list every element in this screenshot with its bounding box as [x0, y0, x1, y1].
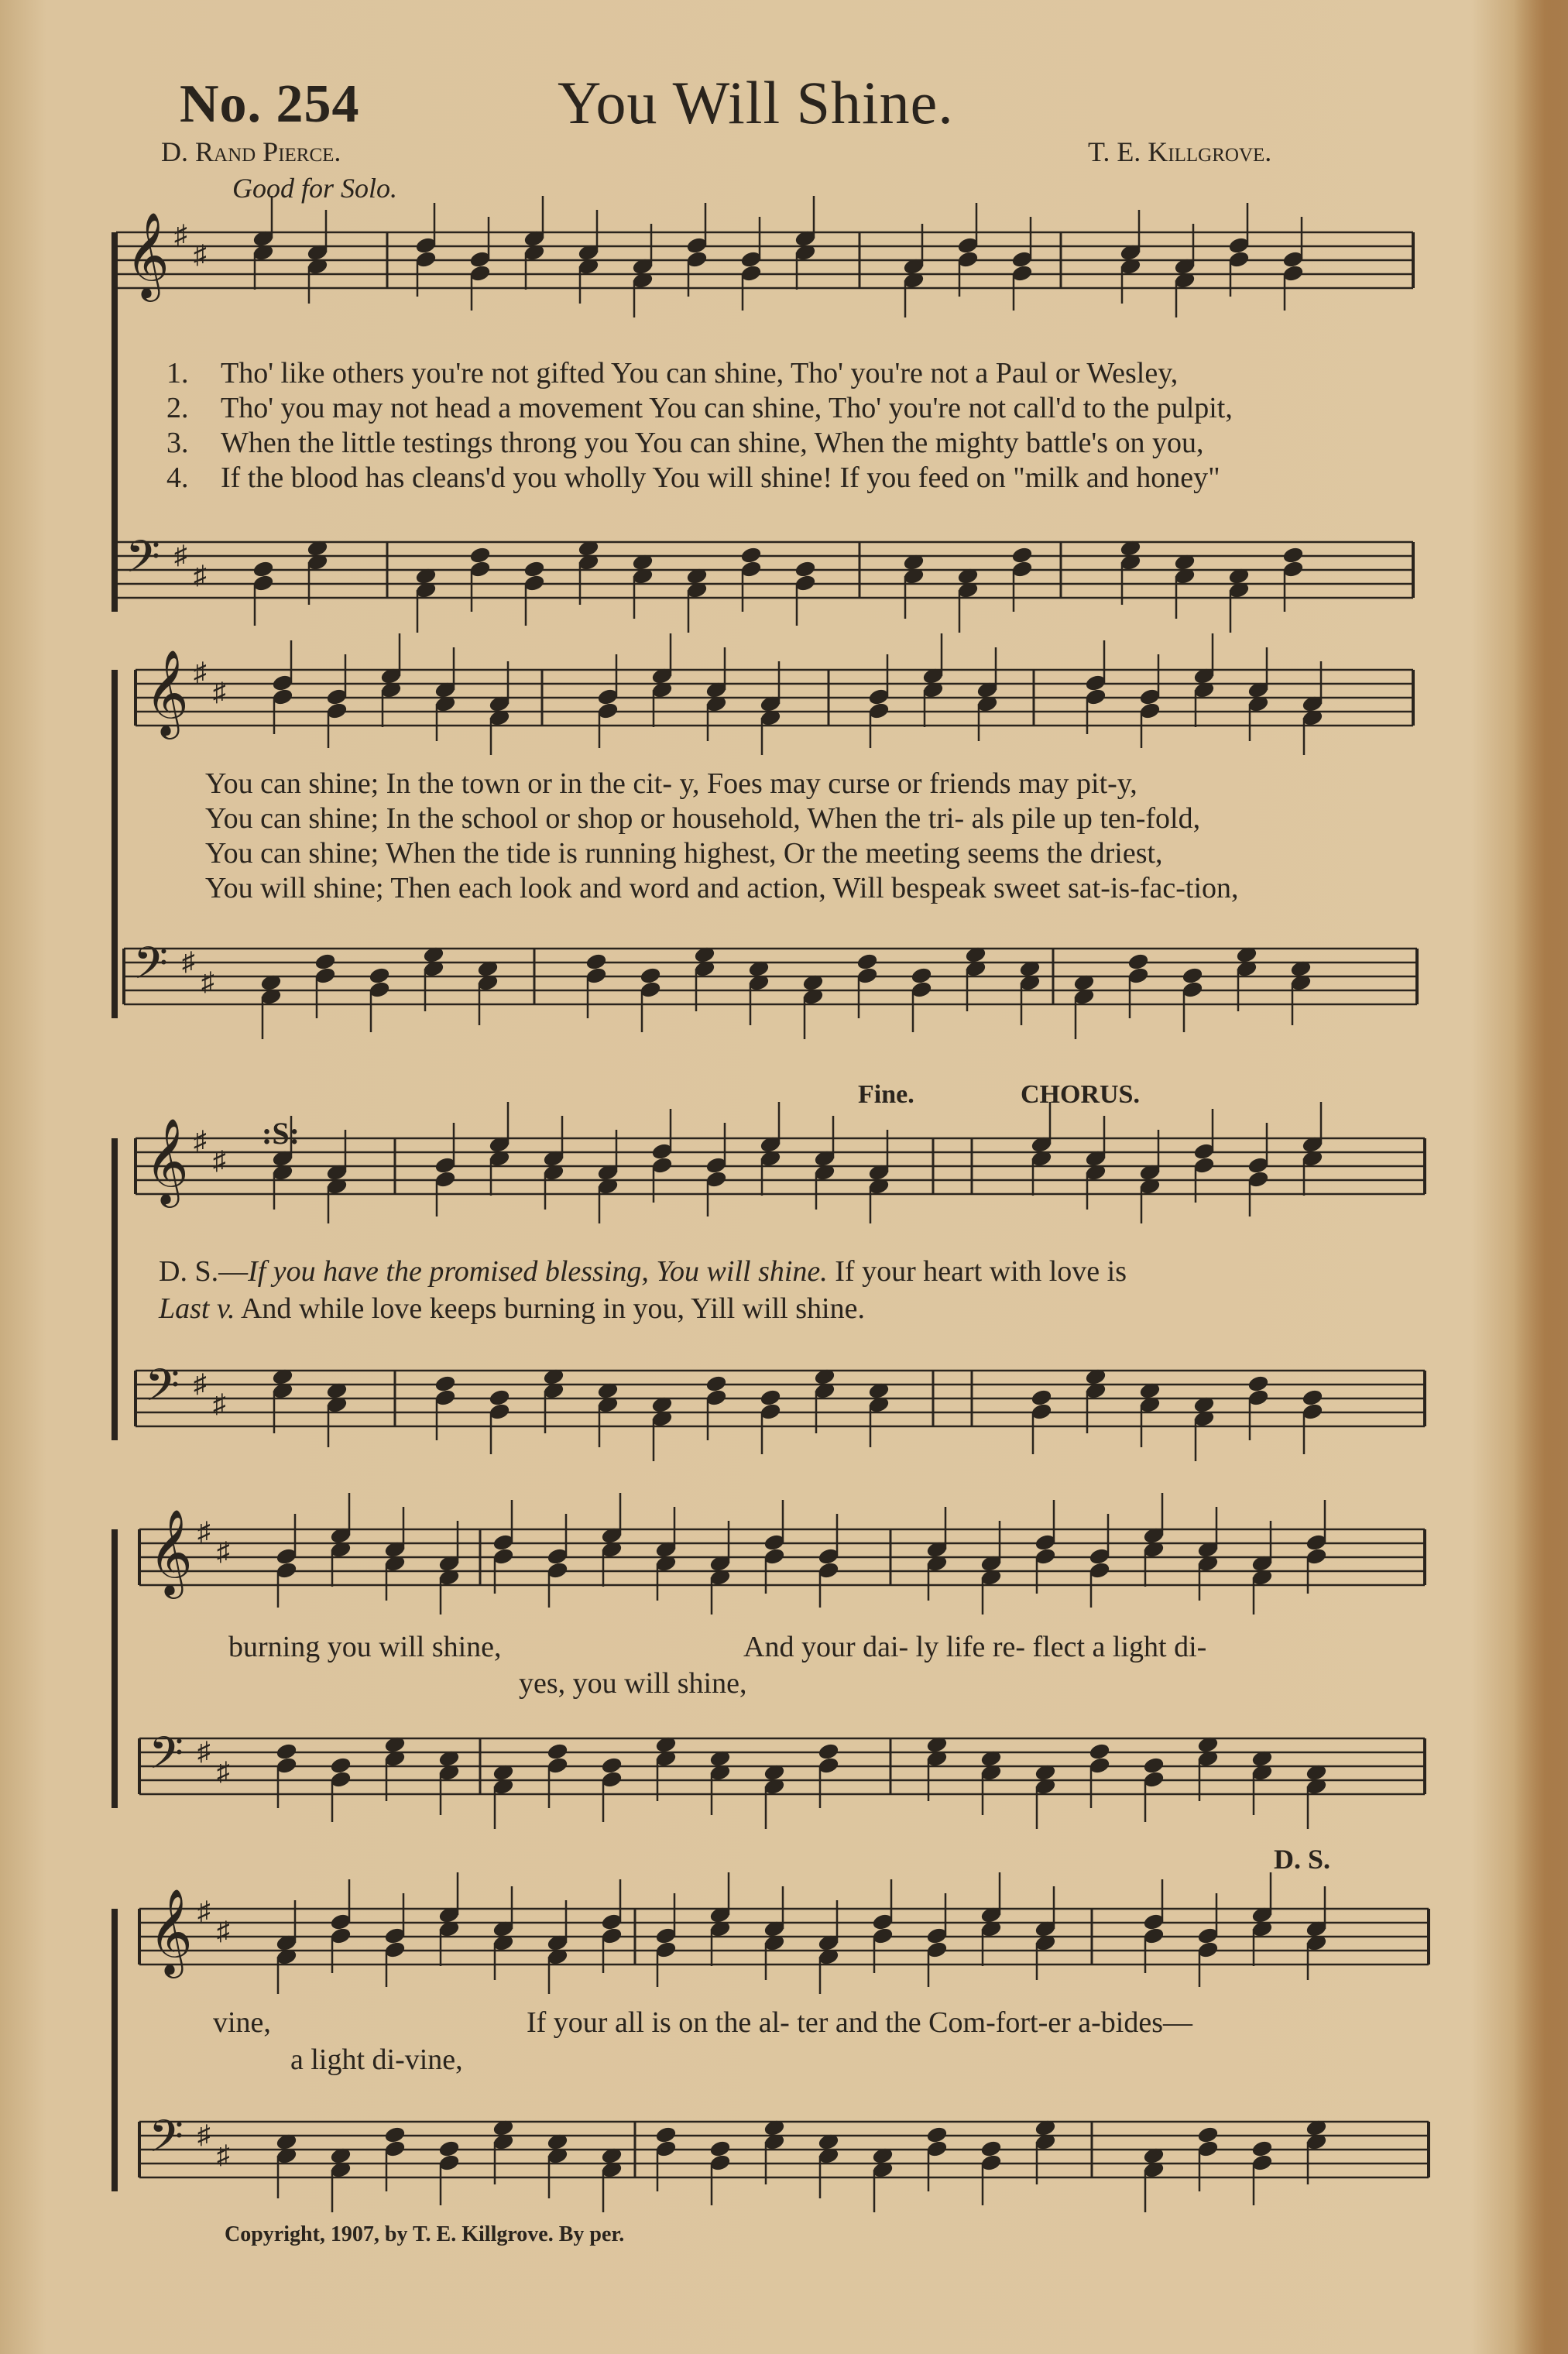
sharp-icon: ♯	[213, 678, 226, 707]
sharp-icon: ♯	[174, 541, 187, 570]
lyric-line: yes, you will shine,	[519, 1667, 747, 1700]
verse-number: 1.	[166, 357, 189, 389]
verse-line: You can shine; When the tide is running highest, Or the meeting seems the driest,	[205, 837, 1163, 870]
segno-sign: :S:	[262, 1116, 300, 1151]
verse-number: 2.	[166, 392, 189, 424]
note-head	[760, 1388, 781, 1406]
note-head	[276, 1742, 297, 1760]
note-head	[856, 952, 878, 970]
ds-text: If you have the promised blessing, You will shine.	[248, 1255, 828, 1288]
note-head	[980, 2140, 1002, 2157]
note-head	[489, 1388, 510, 1406]
performance-note: Good for Solo.	[232, 173, 398, 204]
treble-clef-icon: 𝄞	[145, 649, 189, 736]
hymn-number: No. 254	[180, 74, 360, 134]
note-head	[926, 2126, 948, 2143]
ds-label: D. S.—	[159, 1255, 249, 1288]
sharp-icon: ♯	[213, 1147, 226, 1175]
note-head	[1182, 966, 1203, 984]
sharp-icon: ♯	[197, 2121, 211, 2150]
note-head	[1247, 1374, 1269, 1392]
note-head	[547, 1742, 568, 1760]
fine-marker: Fine.	[858, 1080, 914, 1109]
verse-line	[166, 356, 1178, 390]
note-head	[705, 1374, 727, 1392]
verse-text: Tho' like others you're not gifted You can shine, Tho' you're not a Paul or Wesley,	[221, 357, 1179, 389]
composer-credit: T. E. Killgrove.	[1088, 136, 1272, 167]
last-verse-line	[159, 1292, 865, 1326]
note-head	[1143, 1756, 1165, 1774]
sharp-icon: ♯	[182, 948, 195, 976]
note-head	[1031, 1388, 1052, 1406]
note-head	[1302, 1388, 1323, 1406]
note-head	[314, 952, 336, 970]
lyric-line: burning you will shine,	[228, 1631, 502, 1663]
note-head	[585, 952, 607, 970]
bass-clef-icon: 𝄢	[125, 530, 161, 594]
sharp-icon: ♯	[217, 1758, 230, 1786]
sharp-icon: ♯	[217, 2141, 230, 2170]
verse-line	[166, 426, 1204, 460]
bass-clef-icon: 𝄢	[133, 937, 169, 1000]
note-head	[1089, 1742, 1110, 1760]
verse-text: When the little testings throng you You can shine, When the mighty battle's on you,	[221, 427, 1204, 459]
treble-clef-icon: 𝄞	[125, 211, 170, 298]
note-head	[369, 966, 390, 984]
sharp-icon: ♯	[194, 241, 207, 269]
treble-clef-icon: 𝄞	[145, 1117, 189, 1204]
note-head	[740, 546, 762, 564]
sharp-icon: ♯	[174, 221, 187, 249]
note-head	[1011, 546, 1033, 564]
note-head	[1282, 546, 1304, 564]
ds-line	[159, 1254, 1127, 1289]
last-verse-label: Last v.	[159, 1292, 235, 1325]
verse-line: You can shine; In the school or shop or household, When the tri- als pile up ten-fold,	[205, 802, 1201, 835]
lyric-line: vine,	[213, 2006, 271, 2039]
sharp-icon: ♯	[194, 561, 207, 590]
lyric-line: And your dai- ly life re- flect a light di-	[743, 1631, 1207, 1663]
verse-number: 3.	[166, 427, 189, 459]
ds-marker: D. S.	[1274, 1844, 1331, 1875]
bass-clef-icon: 𝄢	[149, 2110, 184, 2174]
sharp-icon: ♯	[194, 1370, 207, 1398]
note-head	[911, 966, 932, 984]
sharp-icon: ♯	[197, 1738, 211, 1766]
verse-line: You can shine; In the town or in the cit- y, Foes may curse or friends may pit-y,	[205, 767, 1137, 800]
hymn-title: You Will Shine.	[558, 69, 954, 136]
chorus-marker: CHORUS.	[1021, 1080, 1140, 1109]
verse-line	[166, 391, 1233, 425]
note-head	[1127, 952, 1149, 970]
sharp-icon: ♯	[217, 1538, 230, 1566]
sharp-icon: ♯	[217, 1917, 230, 1946]
note-head	[469, 546, 491, 564]
note-head	[794, 560, 816, 578]
note-head	[434, 1374, 456, 1392]
note-head	[330, 1756, 352, 1774]
note-head	[1251, 2140, 1273, 2157]
author-credit: D. Rand Pierce.	[161, 136, 341, 167]
lyric-line: a light di-vine,	[290, 2043, 463, 2076]
note-head	[1197, 2126, 1219, 2143]
note-head	[384, 2126, 406, 2143]
sharp-icon: ♯	[213, 1390, 226, 1419]
note-head	[709, 2140, 731, 2157]
lyric-line: If your all is on the al- ter and the Com-fort-er a-bides—	[527, 2006, 1192, 2039]
note-head	[601, 1756, 623, 1774]
bass-clef-icon: 𝄢	[145, 1359, 180, 1422]
treble-clef-icon: 𝄞	[149, 1888, 193, 1975]
chorus-text: If your heart with love is	[835, 1255, 1127, 1288]
copyright-notice: Copyright, 1907, by T. E. Killgrove. By per.	[225, 2222, 625, 2246]
sharp-icon: ♯	[194, 1127, 207, 1155]
note-head	[818, 1742, 839, 1760]
verse-line: You will shine; Then each look and word and action, Will bespeak sweet sat-is-fac-tion,	[205, 872, 1239, 904]
note-head	[523, 560, 545, 578]
note-head	[640, 966, 661, 984]
verse-text: If the blood has cleans'd you wholly You will shine! If you feed on "milk and honey"	[221, 462, 1220, 494]
note-head	[252, 560, 274, 578]
sharp-icon: ♯	[197, 1518, 211, 1546]
verse-number: 4.	[166, 462, 189, 494]
sharp-icon: ♯	[197, 1897, 211, 1926]
note-head	[438, 2140, 460, 2157]
verse-text: Tho' you may not head a movement You can shine, Tho' you're not call'd to the pulpit,	[221, 392, 1233, 424]
treble-clef-icon: 𝄞	[149, 1508, 193, 1595]
note-head	[655, 2126, 677, 2143]
verse-line	[166, 461, 1220, 495]
sharp-icon: ♯	[201, 968, 214, 997]
bass-clef-icon: 𝄢	[149, 1727, 184, 1790]
sharp-icon: ♯	[194, 658, 207, 687]
last-verse-text: And while love keeps burning in you, Yill will shine.	[240, 1292, 865, 1325]
